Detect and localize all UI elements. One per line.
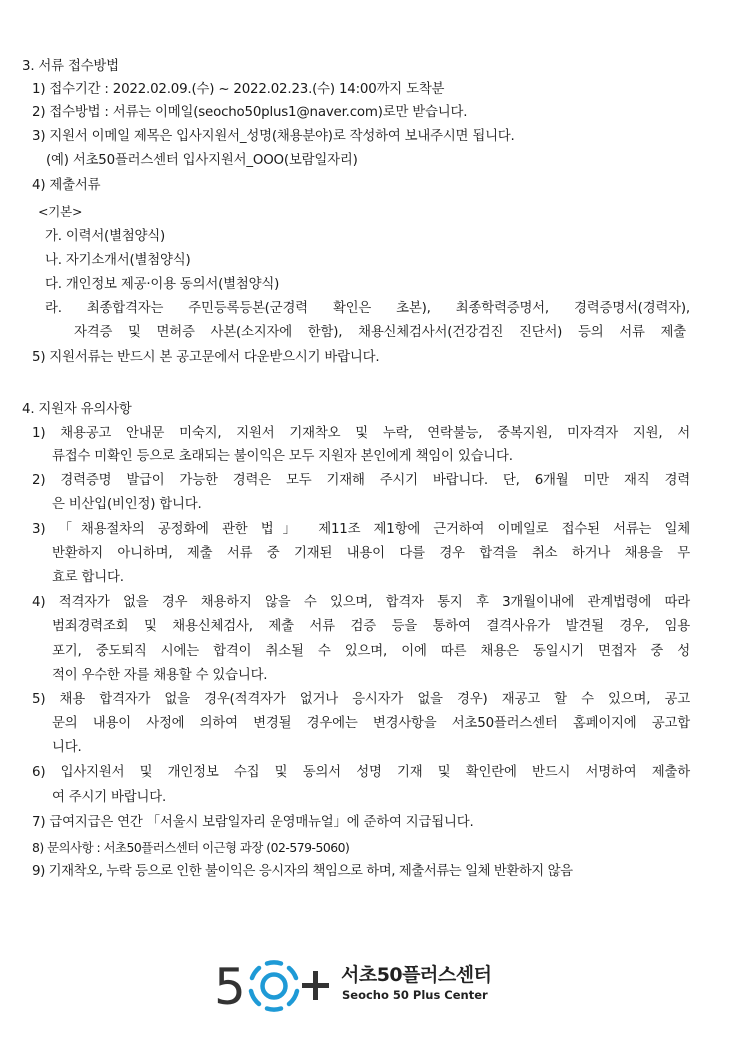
section-4-title: 4. 지원자 유의사항 (22, 402, 132, 417)
notice-3-cont-2: 효로 합니다. (52, 570, 124, 585)
doc-item-ra: 라. 최종합격자는 주민등록등본(군경력 확인은 초본), 최종학력증명서, 경력증명서(경력자), (45, 301, 690, 316)
notice-4-cont-3: 적이 우수한 자를 채용할 수 있습니다. (52, 668, 268, 683)
section-3-item-1: 1) 접수기간 : 2022.02.09.(수) ~ 2022.02.23.(수) 14:00까지 도착분 (32, 82, 445, 97)
notice-7: 7) 급여지급은 연간 「서울시 보람일자리 운영매뉴얼」에 준하여 지급됩니다. (32, 815, 474, 830)
notice-6-cont: 여 주시기 바랍니다. (52, 790, 167, 805)
svg-text:5: 5 (214, 958, 246, 1014)
logo-name-english: Seocho 50 Plus Center (342, 988, 488, 1002)
section-3-item-2: 2) 접수방법 : 서류는 이메일(seocho50plus1@naver.com)로만 받습니다. (32, 105, 468, 120)
doc-item-ga: 가. 이력서(별첨양식) (45, 229, 166, 244)
doc-item-da: 다. 개인정보 제공·이용 동의서(별첨양식) (45, 277, 280, 292)
notice-4-cont-1: 범죄경력조회 및 채용신체검사, 제출 서류 검증 등을 통하여 결격사유가 발견될 경우, 임용 (52, 619, 690, 634)
section-3-item-3-example: (예) 서초50플러스센터 입사지원서_OOO(보람일자리) (46, 153, 358, 168)
seocho-50-plus-logo (214, 958, 514, 1014)
logo-mark-icon (214, 958, 334, 1014)
notice-5-cont-1: 문의 내용이 사정에 의하여 변경될 경우에는 변경사항을 서초50플러스센터 홈페이지에 공고합 (52, 716, 690, 731)
notice-5: 5) 채용 합격자가 없을 경우(적격자가 없거나 응시자가 없을 경우) 재공고 할 수 있으며, 공고 (32, 692, 690, 707)
notice-1: 1) 채용공고 안내문 미숙지, 지원서 기재착오 및 누락, 연락불능, 중복지원, 미자격자 지원, 서 (32, 426, 690, 441)
section-3-title: 3. 서류 접수방법 (22, 59, 119, 74)
notice-3-cont-1: 반환하지 아니하며, 제출 서류 중 기재된 내용이 다를 경우 합격을 취소 하거나 채용을 무 (52, 546, 690, 561)
notice-1-cont: 류접수 미확인 등으로 초래되는 불이익은 모두 지원자 본인에게 책임이 있습니다. (52, 449, 513, 464)
basic-docs-label: <기본> (38, 204, 83, 219)
section-3-item-4: 4) 제출서류 (32, 178, 101, 193)
notice-5-cont-2: 니다. (52, 740, 82, 755)
notice-3: 3) 「채용절차의 공정화에 관한 법」 제11조 제1항에 근거하여 이메일로 접수된 서류는 일체 (32, 522, 690, 537)
doc-item-na: 나. 자기소개서(별첨양식) (45, 253, 191, 268)
logo-name-korean: 서초50플러스센터 (341, 964, 492, 986)
notice-4: 4) 적격자가 없을 경우 채용하지 않을 수 있으며, 합격자 통지 후 3개월이내에 관계법령에 따라 (32, 595, 690, 610)
notice-2-cont: 은 비산입(비인정) 합니다. (52, 497, 202, 512)
notice-2: 2) 경력증명 발급이 가능한 경력은 모두 기재해 주시기 바랍니다. 단, 6개월 미만 재직 경력 (32, 473, 690, 488)
section-3-item-3: 3) 지원서 이메일 제목은 입사지원서_성명(채용분야)로 작성하여 보내주시면 됩니다. (32, 129, 515, 144)
section-3-item-5: 5) 지원서류는 반드시 본 공고문에서 다운받으시기 바랍니다. (32, 350, 380, 365)
notice-4-cont-2: 포기, 중도퇴직 시에는 합격이 취소될 수 있으며, 이에 따른 채용은 동일시기 면접자 중 성 (52, 644, 690, 659)
notice-8-contact: 8) 문의사항 : 서초50플러스센터 이근형 과장 (02-579-5060) (32, 840, 350, 855)
notice-6: 6) 입사지원서 및 개인정보 수집 및 동의서 성명 기재 및 확인란에 반드시 서명하여 제출하 (32, 765, 690, 780)
notice-9: 9) 기재착오, 누락 등으로 인한 불이익은 응시자의 책임으로 하며, 제출서류는 일체 반환하지 않음 (32, 864, 573, 879)
doc-item-ra-cont: 자격증 및 면허증 사본(소지자에 한함), 채용신체검사서(건강검진 진단서) 등의 서류 제출 (74, 325, 686, 340)
